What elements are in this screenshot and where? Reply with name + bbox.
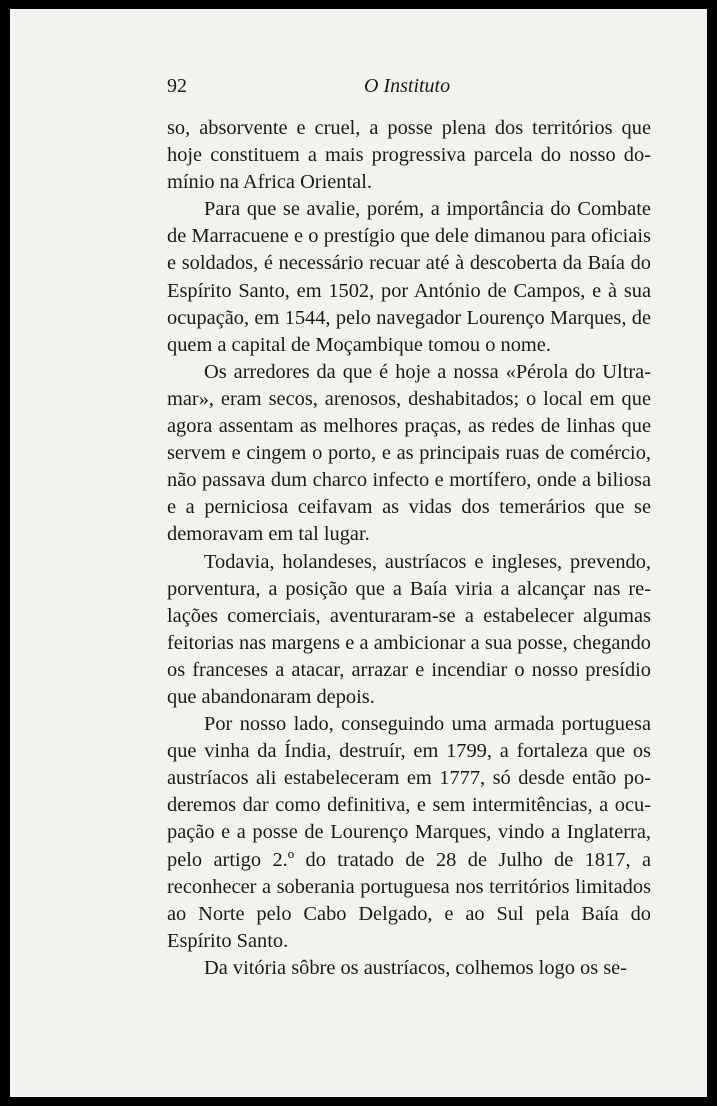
- page-header: [167, 75, 651, 105]
- paragraph-da-vitoria: Da vitória sôbre os austríacos, colhemos logo os se-: [204, 956, 628, 979]
- paragraph-por-nosso-lado: Por nosso lado, conseguindo uma armada portuguesa que vinha da Índia, destruír, em 1799, a fortaleza que os austríacos ali estabeleceram em 1777, só desde então poderemos dar como definitiva, e sem intermitências, a ocupação e a posse de Lourenço Marques, vindo a Inglaterra, pelo artigo 2.º do tratado de 28 de Julho de 1817, a reconhecer a soberania portuguesa nos territórios limitados ao Norte pelo Cabo Delgado, e ao Sul pela Baía do Espírito Santo.: [167, 713, 651, 952]
- paragraph-combate-marracuene: Para que se avalie, porém, a importância do Combate de Marracuene e o prestígio que dele dimanou para oficiais e soldados, é necessário recuar até à descoberta da Baía do Espírito Santo, em 1502, por António de Campos, e à sua ocupação, em 1544, pelo navegador Lourenço Marques, de quem a capital de Moçambique tomou o nome.: [167, 198, 651, 356]
- book-page: [10, 9, 707, 1097]
- page-body: [167, 115, 651, 982]
- paragraph-continuation: so, absorvente e cruel, a posse plena dos territórios que hoje constituem a mais progressiva parcela do nosso domínio na Africa Oriental.: [167, 117, 651, 194]
- page-number: 92: [167, 75, 187, 97]
- paragraph-todavia: Todavia, holandeses, austríacos e ingleses, prevendo, porventura, a posição que a Baía viria a alcançar nas relações comerciais, aventuraram-se a estabelecer algumas feitorias nas margens e a ambicionar a sua posse, chegando os franceses a atacar, arrazar e incendiar o nosso presídio que abandonaram depois.: [167, 550, 651, 708]
- paragraph-arredores: Os arredores da que é hoje a nossa «Pérola do Ultramar», eram secos, arenosos, deshabitados; o local em que agora assentam as melhores praças, as redes de linhas que servem e cingem o porto, e as principais ruas de comércio, não passava dum charco infecto e mortífero, onde a biliosa e a perniciosa ceifavam as vidas dos temerários que se demoravam em tal lugar.: [167, 360, 651, 546]
- running-title: O Instituto: [364, 75, 451, 97]
